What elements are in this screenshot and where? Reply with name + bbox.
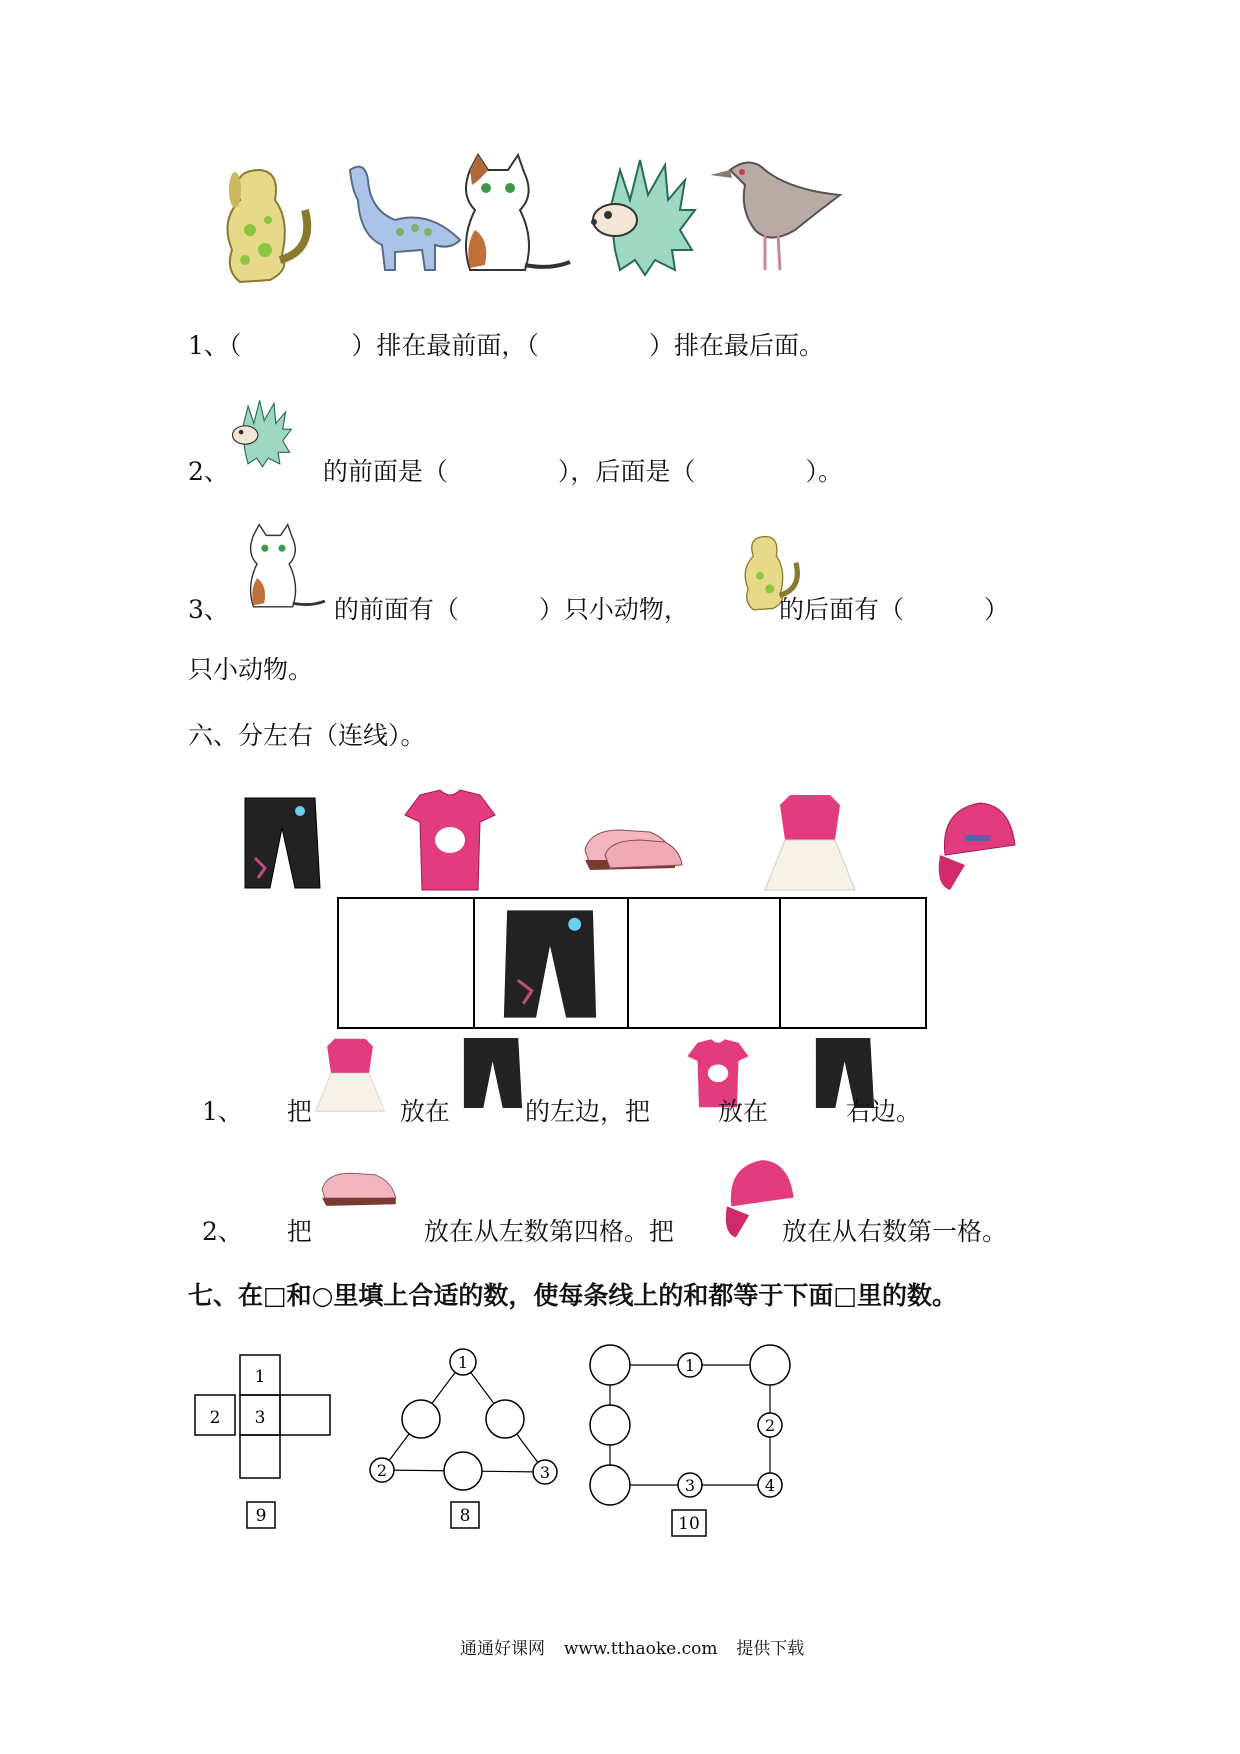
sq-target: 10 — [678, 1514, 700, 1534]
q6-1-fang2: 放在 — [717, 1097, 768, 1126]
q5-1-end: ）排在最后面。 — [648, 331, 824, 360]
q5-3-close: ） — [983, 595, 1009, 624]
q6-1-num: 1、 — [202, 1097, 243, 1126]
footer-note: 提供下载 — [736, 1639, 805, 1659]
q6-1-end: 右边。 — [845, 1097, 921, 1126]
q6-1-fang: 放在 — [399, 1097, 450, 1126]
q5-1-open: （ — [228, 331, 242, 360]
q5-2 — [188, 456, 843, 488]
cell-4[interactable] — [781, 899, 925, 1027]
square-puzzle — [580, 1335, 800, 1545]
sq-tl-blank[interactable] — [590, 1345, 630, 1385]
q6-2-ba: 把 — [286, 1217, 312, 1246]
tri-target: 8 — [459, 1506, 471, 1526]
part7-heading: 七、在□和○里填上合适的数，使每条线上的和都等于下面□里的数。 — [188, 1281, 958, 1310]
q6-2-mid: 放在从左数第四格。把 — [423, 1217, 674, 1246]
q6-1-ba: 把 — [286, 1097, 312, 1126]
hedgehog-icon — [591, 160, 695, 275]
triangle-puzzle — [362, 1340, 562, 1540]
q5-2-num: 2、 — [188, 457, 229, 486]
sq-bottom-mid: 3 — [684, 1476, 696, 1495]
footer — [460, 1634, 804, 1659]
q6-2-end: 放在从右数第一格。 — [781, 1217, 1007, 1246]
footer-site: 通通好课网 — [460, 1639, 545, 1659]
sq-top-mid: 1 — [684, 1356, 696, 1375]
q5-2-text1: 的前面是（ — [322, 457, 448, 486]
tri-right: 3 — [539, 1463, 551, 1482]
dress-icon — [765, 795, 855, 890]
cells-table — [337, 897, 927, 1029]
cross-center: 3 — [254, 1408, 266, 1428]
cell-1[interactable] — [339, 899, 475, 1027]
shoes-icon — [585, 830, 682, 870]
q5-1 — [188, 330, 824, 362]
cross-puzzle — [190, 1350, 350, 1540]
cross-target: 9 — [255, 1506, 267, 1526]
q5-3-num: 3、 — [188, 595, 229, 624]
sq-bottom-right: 4 — [764, 1476, 776, 1495]
tri-left-blank[interactable] — [402, 1400, 440, 1438]
q5-2-text2: ），后面是（ — [557, 457, 696, 486]
q5-3-cont: 只小动物。 — [188, 655, 314, 684]
tri-right-blank[interactable] — [486, 1400, 524, 1438]
pants-icon — [245, 798, 320, 888]
animal-row — [200, 140, 960, 310]
q6-1-mid: 的左边，把 — [524, 1097, 650, 1126]
cat-icon — [466, 155, 570, 270]
q5-3-text1: 的前面有（ — [333, 595, 459, 624]
tri-top: 1 — [457, 1353, 469, 1372]
q5-3-text3: 的后面有（ — [778, 595, 904, 624]
sq-right-mid: 2 — [764, 1416, 776, 1435]
tri-left: 2 — [376, 1461, 388, 1480]
clothes-row — [230, 785, 1030, 905]
sq-left-blank[interactable] — [590, 1405, 630, 1445]
part6-heading: 六、分左右（连线）。 — [188, 721, 426, 750]
tri-bottom-blank[interactable] — [444, 1452, 482, 1490]
q6-1 — [202, 1096, 921, 1128]
q5-1-num: 1、 — [188, 331, 229, 360]
sq-bl-blank[interactable] — [590, 1465, 630, 1505]
q5-3-text2: ）只小动物， — [538, 595, 689, 624]
cross-top: 1 — [254, 1367, 266, 1387]
footer-url[interactable]: www.tthaoke.com — [563, 1639, 718, 1659]
cell-2[interactable] — [475, 899, 629, 1027]
q6-2-num: 2、 — [202, 1217, 243, 1246]
q6-2-shoes-icon — [318, 1160, 408, 1215]
bird-icon — [710, 163, 840, 271]
cross-left: 2 — [209, 1408, 221, 1428]
cap-icon — [939, 803, 1015, 890]
q5-1-mid: ）排在最前面，（ — [351, 331, 539, 360]
sq-tr-blank[interactable] — [750, 1345, 790, 1385]
pants-in-cell-icon — [500, 905, 600, 1023]
pink-tshirt-icon — [405, 790, 495, 890]
q5-2-end: ）。 — [805, 457, 843, 486]
dog-icon — [228, 170, 308, 282]
q6-2 — [202, 1216, 1007, 1248]
dinosaur-icon — [350, 167, 460, 270]
cell-3[interactable] — [629, 899, 781, 1027]
q5-3 — [188, 594, 1009, 626]
